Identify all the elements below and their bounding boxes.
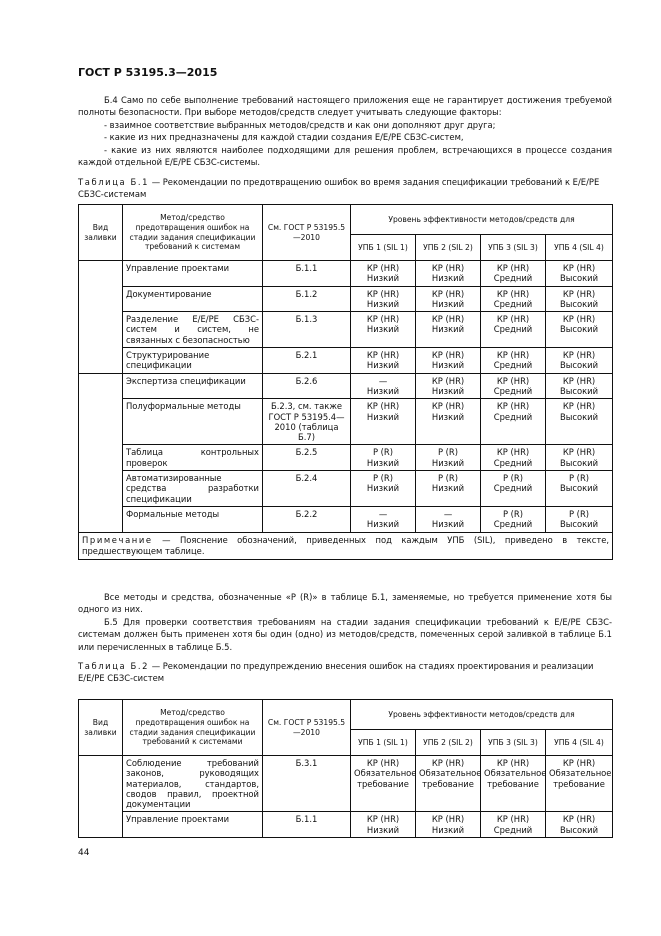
level-cell-upb4: КР (HR) Высокий (546, 812, 613, 838)
fill-cell (79, 261, 123, 374)
header-level: Уровень эффективности методов/средств для (351, 205, 613, 235)
mid-section (78, 591, 612, 653)
ref-cell: Б.2.1 (263, 348, 351, 374)
table1-note (79, 532, 613, 559)
header-upb4: УПБ 4 (SIL 4) (546, 730, 613, 756)
level-cell-upb2: КР (HR) Низкий (416, 348, 481, 374)
page-header: ГОСТ Р 53195.3—2015 (78, 66, 218, 79)
table1-caption-text: — Рекомендации по предотвращению ошибок во время задания спецификации требований к E/E/PE СБЗС-системам (78, 177, 600, 199)
ref-cell: Б.1.1 (263, 812, 351, 838)
table-b1 (78, 204, 613, 560)
level-cell-upb3: КР (HR) Средний (481, 399, 546, 445)
level-cell-upb1: КР (HR) Низкий (351, 812, 416, 838)
ref-cell: Б.2.2 (263, 506, 351, 532)
level-cell-upb4: КР (HR) Высокий (546, 312, 613, 348)
table-row (79, 399, 613, 445)
mid-paragraph-2: Б.5 Для проверки соответствия требованиям на стадии задания спецификации требований к E/E/PE СБЗС-системам должен быть применен хотя бы один (одно) из методов/средств, помеченных серой заливкой в таблице Б.1 или перечисленных в таблице Б.5. (78, 616, 612, 652)
header-method: Метод/средство предотвращения ошибок на стадии задания спецификации требований к системами (123, 700, 263, 756)
header-ref: См. ГОСТ Р 53195.5—2010 (263, 700, 351, 756)
table1-caption (78, 176, 612, 200)
header-upb4: УПБ 4 (SIL 4) (546, 235, 613, 261)
page-number: 44 (78, 848, 90, 858)
level-cell-upb1: — Низкий (351, 373, 416, 399)
table2-caption (78, 660, 612, 684)
level-cell-upb3: КР (HR) Средний (481, 312, 546, 348)
method-cell: Полуформальные методы (123, 399, 263, 445)
ref-cell: Б.1.1 (263, 261, 351, 287)
table2-caption-text: — Рекомендации по предупреждению внесения ошибок на стадиях проектирования и реализации E/E/PE СБЗС-систем (78, 661, 594, 683)
table-row (79, 471, 613, 507)
table-row (79, 506, 613, 532)
header-fill: Вид заливки (79, 700, 123, 756)
table-row (79, 261, 613, 287)
header-ref: См. ГОСТ Р 53195.5—2010 (263, 205, 351, 261)
fill-cell (79, 373, 123, 532)
ref-cell: Б.2.6 (263, 373, 351, 399)
table-row (79, 445, 613, 471)
method-cell: Документирование (123, 286, 263, 312)
table-row (79, 348, 613, 374)
level-cell-upb3: Р (R) Средний (481, 471, 546, 507)
header-upb3: УПБ 3 (SIL 3) (481, 730, 546, 756)
level-cell-upb1: КР (HR) Низкий (351, 399, 416, 445)
method-cell: Автоматизированные средства разработки спецификации (123, 471, 263, 507)
level-cell-upb1: — Низкий (351, 506, 416, 532)
level-cell-upb3: КР (HR) Средний (481, 812, 546, 838)
level-cell-upb3: КР (HR) Средний (481, 348, 546, 374)
method-cell: Разделение E/E/PE СБЗС-систем и систем, не связанных с безопасностью (123, 312, 263, 348)
table-b2 (78, 699, 613, 838)
level-cell-upb4: КР (HR) Обязательное требование (546, 756, 613, 812)
table2-caption-label: Таблица Б.2 (78, 661, 150, 671)
table-row (79, 756, 613, 812)
header-upb3: УПБ 3 (SIL 3) (481, 235, 546, 261)
ref-cell: Б.3.1 (263, 756, 351, 812)
method-cell: Управление проектами (123, 261, 263, 287)
level-cell-upb3: КР (HR) Средний (481, 261, 546, 287)
level-cell-upb4: КР (HR) Высокий (546, 261, 613, 287)
level-cell-upb2: КР (HR) Низкий (416, 399, 481, 445)
intro-paragraph: Б.4 Само по себе выполнение требований настоящего приложения еще не гарантирует достижения требуемой полноты безопасности. При выборе методов/средств следует учитывать следующие факторы: (78, 95, 612, 118)
level-cell-upb2: Р (R) Низкий (416, 445, 481, 471)
header-fill: Вид заливки (79, 205, 123, 261)
level-cell-upb3: КР (HR) Средний (481, 373, 546, 399)
ref-cell: Б.1.2 (263, 286, 351, 312)
header-upb1: УПБ 1 (SIL 1) (351, 235, 416, 261)
intro-bullet-3: - какие из них являются наиболее подходящими для решения проблем, встречающихся в процессе создания каждой отдельной E/E/PE СБЗС-системы. (78, 144, 612, 168)
method-cell: Структурирование спецификации (123, 348, 263, 374)
level-cell-upb3: КР (HR) Средний (481, 286, 546, 312)
level-cell-upb4: КР (HR) Высокий (546, 286, 613, 312)
intro-section (78, 94, 612, 168)
level-cell-upb2: КР (HR) Низкий (416, 812, 481, 838)
header-upb2: УПБ 2 (SIL 2) (416, 235, 481, 261)
table-row (79, 312, 613, 348)
table-row (79, 812, 613, 838)
level-cell-upb1: Р (R) Низкий (351, 445, 416, 471)
table1-note-label: Примечание (82, 534, 153, 545)
method-cell: Формальные методы (123, 506, 263, 532)
method-cell: Соблюдение требований законов, руководящих материалов, стандартов, сводов правил, проектной документации (123, 756, 263, 812)
level-cell-upb2: КР (HR) Низкий (416, 373, 481, 399)
fill-cell (79, 756, 123, 838)
header-level: Уровень эффективности методов/средств для (351, 700, 613, 730)
intro-bullet-1: - взаимное соответствие выбранных методов/средств и как они дополняют друг друга; (104, 119, 496, 130)
mid-paragraph-1: Все методы и средства, обозначенные «Р (R)» в таблице Б.1, заменяемые, но требуется применение хотя бы одного из них. (78, 592, 612, 615)
table-row (79, 286, 613, 312)
level-cell-upb2: — Низкий (416, 506, 481, 532)
table-row (79, 373, 613, 399)
level-cell-upb4: КР (HR) Высокий (546, 399, 613, 445)
level-cell-upb1: КР (HR) Обязательное требование (351, 756, 416, 812)
level-cell-upb2: КР (HR) Обязательное требование (416, 756, 481, 812)
table1-note-text: — Пояснение обозначений, приведенных под каждым УПБ (SIL), приведено в тексте, предшествующем таблице. (82, 534, 610, 556)
header-upb1: УПБ 1 (SIL 1) (351, 730, 416, 756)
level-cell-upb4: КР (HR) Высокий (546, 445, 613, 471)
level-cell-upb4: КР (HR) Высокий (546, 373, 613, 399)
header-upb2: УПБ 2 (SIL 2) (416, 730, 481, 756)
level-cell-upb4: Р (R) Высокий (546, 506, 613, 532)
level-cell-upb2: КР (HR) Низкий (416, 286, 481, 312)
level-cell-upb1: КР (HR) Низкий (351, 348, 416, 374)
header-method: Метод/средство предотвращения ошибок на стадии задания спецификации требований к системам (123, 205, 263, 261)
ref-cell: Б.1.3 (263, 312, 351, 348)
level-cell-upb1: КР (HR) Низкий (351, 286, 416, 312)
level-cell-upb4: КР (HR) Высокий (546, 348, 613, 374)
ref-cell: Б.2.3, см. также ГОСТ Р 53195.4—2010 (таблица Б.7) (263, 399, 351, 445)
table1-caption-label: Таблица Б.1 (78, 177, 150, 187)
level-cell-upb1: КР (HR) Низкий (351, 261, 416, 287)
level-cell-upb3: КР (HR) Обязательное требование (481, 756, 546, 812)
method-cell: Экспертиза спецификации (123, 373, 263, 399)
level-cell-upb4: Р (R) Высокий (546, 471, 613, 507)
level-cell-upb3: Р (R) Средний (481, 506, 546, 532)
level-cell-upb1: КР (HR) Низкий (351, 312, 416, 348)
method-cell: Управление проектами (123, 812, 263, 838)
level-cell-upb2: КР (HR) Низкий (416, 312, 481, 348)
ref-cell: Б.2.4 (263, 471, 351, 507)
ref-cell: Б.2.5 (263, 445, 351, 471)
method-cell: Таблица контрольных проверок (123, 445, 263, 471)
level-cell-upb3: КР (HR) Средний (481, 445, 546, 471)
level-cell-upb1: Р (R) Низкий (351, 471, 416, 507)
intro-bullet-2: - какие из них предназначены для каждой стадии создания E/E/PE СБЗС-систем, (104, 132, 464, 143)
level-cell-upb2: Р (R) Низкий (416, 471, 481, 507)
level-cell-upb2: КР (HR) Низкий (416, 261, 481, 287)
